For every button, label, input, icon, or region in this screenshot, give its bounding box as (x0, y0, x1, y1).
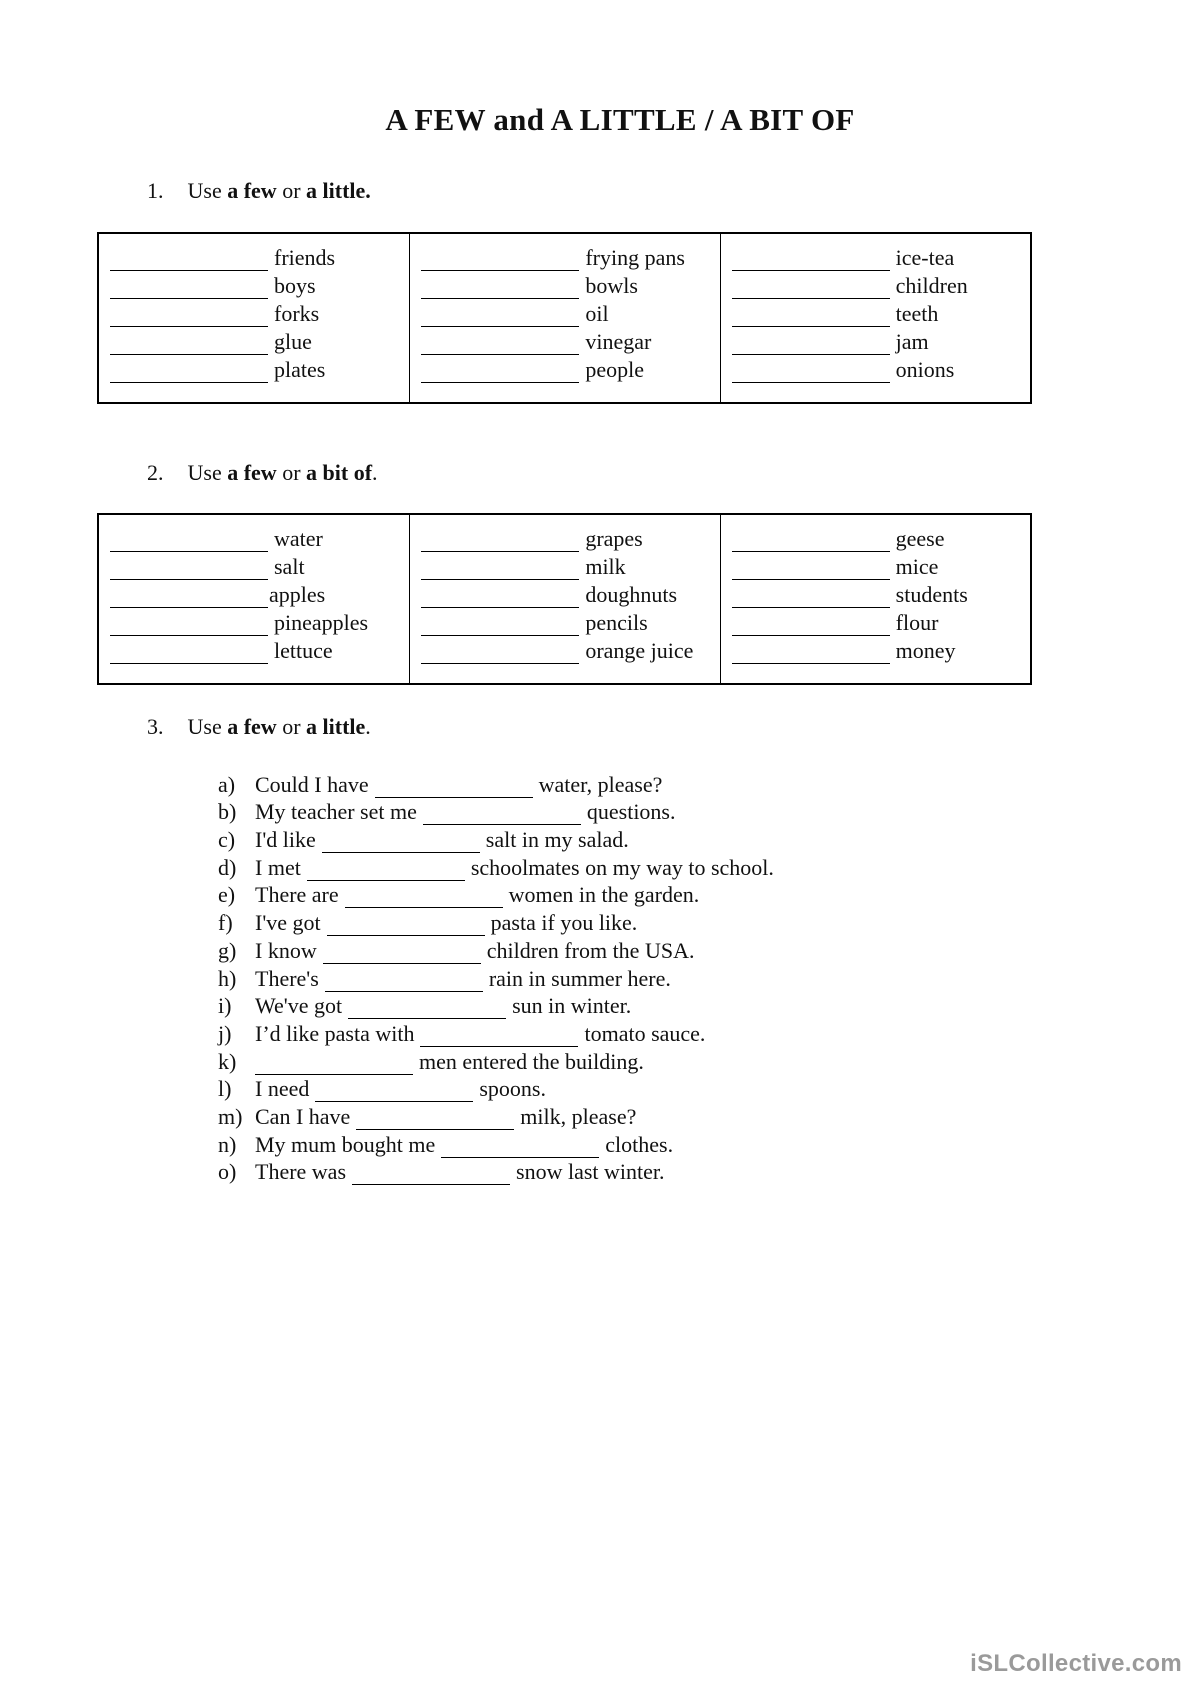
sentence-letter: a) (218, 771, 236, 797)
word-item (110, 243, 409, 271)
answer-blank[interactable] (732, 557, 890, 580)
word-item (732, 636, 1030, 664)
sentence-before: My mum bought me (255, 1131, 436, 1157)
word-item (421, 355, 719, 383)
word-label: pineapples (274, 610, 369, 635)
word-item (110, 552, 409, 580)
word-item (732, 580, 1030, 608)
answer-blank[interactable] (110, 585, 268, 608)
instruction-connector: or (282, 178, 301, 203)
answer-blank[interactable] (732, 304, 890, 327)
sentence-item (218, 798, 774, 826)
sentence-letter: g) (218, 937, 237, 963)
word-item (732, 327, 1030, 355)
sentence-item (218, 853, 774, 881)
sentence-after: snow last winter. (516, 1159, 665, 1185)
word-label: onions (895, 357, 955, 382)
sentence-before: I’d like pasta with (255, 1020, 415, 1046)
instruction-suffix: . (365, 714, 371, 739)
option-b: a bit of (306, 460, 373, 485)
answer-blank[interactable] (110, 360, 268, 383)
word-column (409, 515, 719, 683)
word-label: vinegar (585, 329, 652, 354)
word-column (720, 234, 1030, 402)
answer-blank[interactable] (421, 641, 579, 664)
instruction-prefix: Use (187, 178, 222, 203)
sentence-before: I met (255, 854, 301, 880)
answer-blank[interactable] (732, 641, 890, 664)
sentence-after: men entered the building. (419, 1048, 644, 1074)
answer-blank[interactable] (421, 332, 579, 355)
word-item (732, 608, 1030, 636)
answer-blank[interactable] (732, 276, 890, 299)
answer-blank[interactable] (327, 913, 485, 936)
option-b: a little. (306, 178, 371, 203)
sentence-before: We've got (255, 993, 343, 1019)
exercise-2-instruction (147, 460, 378, 486)
word-item (421, 271, 719, 299)
answer-blank[interactable] (732, 332, 890, 355)
word-label: frying pans (585, 245, 685, 270)
sentence-letter: m) (218, 1103, 243, 1129)
word-label: students (895, 582, 968, 607)
sentence-letter: i) (218, 993, 232, 1019)
word-item (110, 524, 409, 552)
sentence-letter: b) (218, 799, 237, 825)
word-label: mice (895, 554, 939, 579)
instruction-prefix: Use (187, 460, 222, 485)
answer-blank[interactable] (421, 304, 579, 327)
sentence-before: There are (255, 882, 339, 908)
sentence-before: I know (255, 937, 317, 963)
word-column (99, 234, 409, 402)
word-column (720, 515, 1030, 683)
word-item (110, 299, 409, 327)
word-item (421, 580, 719, 608)
word-label: forks (274, 301, 320, 326)
sentence-letter: o) (218, 1159, 237, 1185)
exercise-1-instruction (147, 178, 371, 204)
answer-blank[interactable] (345, 885, 503, 908)
word-label: ice-tea (895, 245, 955, 270)
word-label: orange juice (585, 638, 694, 663)
answer-blank[interactable] (110, 557, 268, 580)
word-label: apples (269, 582, 326, 607)
word-item (421, 636, 719, 664)
sentence-item (218, 881, 774, 909)
sentence-item (218, 1075, 774, 1103)
word-item (110, 580, 409, 608)
answer-blank[interactable] (732, 613, 890, 636)
answer-blank[interactable] (421, 529, 579, 552)
word-label: salt (274, 554, 305, 579)
sentence-letter: j) (218, 1020, 232, 1046)
sentence-after: schoolmates on my way to school. (470, 854, 774, 880)
answer-blank[interactable] (420, 1024, 578, 1047)
word-label: glue (274, 329, 312, 354)
option-a: a few (227, 178, 277, 203)
answer-blank[interactable] (732, 360, 890, 383)
answer-blank[interactable] (732, 529, 890, 552)
answer-blank[interactable] (421, 360, 579, 383)
sentence-after: women in the garden. (508, 882, 700, 908)
answer-blank[interactable] (110, 304, 268, 327)
answer-blank[interactable] (110, 641, 268, 664)
answer-blank[interactable] (348, 996, 506, 1019)
answer-blank[interactable] (421, 613, 579, 636)
word-item (421, 552, 719, 580)
answer-blank[interactable] (315, 1079, 473, 1102)
answer-blank[interactable] (421, 248, 579, 271)
sentence-after: water, please? (538, 771, 663, 797)
sentence-before: Can I have (255, 1103, 351, 1129)
option-b: a little (306, 714, 366, 739)
word-label: plates (274, 357, 326, 382)
answer-blank[interactable] (732, 248, 890, 271)
sentence-item (218, 964, 774, 992)
word-label: lettuce (274, 638, 333, 663)
answer-blank[interactable] (325, 969, 483, 992)
sentence-item (218, 1019, 774, 1047)
sentence-letter: c) (218, 827, 236, 853)
answer-blank[interactable] (110, 529, 268, 552)
answer-blank[interactable] (732, 585, 890, 608)
sentence-before: I'd like (255, 827, 316, 853)
sentence-item (218, 908, 774, 936)
sentence-before: There was (255, 1159, 347, 1185)
word-item (421, 608, 719, 636)
answer-blank[interactable] (356, 1107, 514, 1130)
word-label: milk (585, 554, 626, 579)
word-item (732, 299, 1030, 327)
word-item (732, 355, 1030, 383)
word-label: grapes (585, 526, 643, 551)
sentence-item (218, 1047, 774, 1075)
sentence-item (218, 992, 774, 1020)
answer-blank[interactable] (110, 332, 268, 355)
sentence-letter: h) (218, 965, 237, 991)
sentence-letter: d) (218, 854, 237, 880)
word-label: people (585, 357, 644, 382)
answer-blank[interactable] (375, 775, 533, 798)
sentence-before: Could I have (255, 771, 369, 797)
word-item (110, 636, 409, 664)
sentence-after: tomato sauce. (584, 1020, 706, 1046)
word-label: bowls (585, 273, 638, 298)
answer-blank[interactable] (322, 830, 480, 853)
exercise-number: 3. (147, 714, 164, 739)
word-label: teeth (895, 301, 939, 326)
option-a: a few (227, 714, 277, 739)
word-label: oil (585, 301, 609, 326)
instruction-connector: or (282, 460, 301, 485)
exercise-1-table (97, 232, 1032, 404)
word-label: pencils (585, 610, 648, 635)
exercise-number: 1. (147, 178, 164, 203)
sentence-item (218, 1130, 774, 1158)
sentence-letter: l) (218, 1076, 232, 1102)
sentence-after: sun in winter. (512, 993, 632, 1019)
answer-blank[interactable] (421, 585, 579, 608)
exercise-3-sentence-list (218, 770, 774, 1185)
worksheet-title: A FEW and A LITTLE / A BIT OF (385, 102, 855, 137)
answer-blank[interactable] (421, 276, 579, 299)
sentence-item (218, 825, 774, 853)
word-label: friends (274, 245, 336, 270)
word-item (732, 243, 1030, 271)
sentence-letter: k) (218, 1048, 237, 1074)
word-label: water (274, 526, 323, 551)
sentence-letter: e) (218, 882, 236, 908)
answer-blank[interactable] (110, 613, 268, 636)
word-label: flour (895, 610, 939, 635)
sentence-before: My teacher set me (255, 799, 417, 825)
sentence-after: children from the USA. (486, 937, 695, 963)
word-label: geese (895, 526, 945, 551)
word-item (421, 327, 719, 355)
word-item (732, 552, 1030, 580)
word-item (110, 608, 409, 636)
sentence-item (218, 936, 774, 964)
word-column (99, 515, 409, 683)
sentence-before: There's (255, 965, 319, 991)
instruction-suffix: . (372, 460, 378, 485)
site-watermark: iSLCollective.com (970, 1650, 1182, 1677)
answer-blank[interactable] (352, 1162, 510, 1185)
word-label: jam (895, 329, 929, 354)
word-item (421, 524, 719, 552)
answer-blank[interactable] (110, 276, 268, 299)
word-item (732, 271, 1030, 299)
word-item (110, 271, 409, 299)
sentence-before: I've got (255, 910, 321, 936)
sentence-item (218, 1102, 774, 1130)
word-label: children (895, 273, 968, 298)
sentence-after: rain in summer here. (488, 965, 671, 991)
sentence-after: clothes. (605, 1131, 674, 1157)
word-item (110, 327, 409, 355)
instruction-connector: or (282, 714, 301, 739)
instruction-prefix: Use (187, 714, 222, 739)
answer-blank[interactable] (423, 802, 581, 825)
answer-blank[interactable] (323, 941, 481, 964)
sentence-after: spoons. (479, 1076, 546, 1102)
exercise-3-instruction (147, 714, 371, 740)
sentence-after: milk, please? (520, 1103, 637, 1129)
word-item (732, 524, 1030, 552)
sentence-after: questions. (586, 799, 676, 825)
sentence-item (218, 1158, 774, 1186)
sentence-after: pasta if you like. (490, 910, 638, 936)
answer-blank[interactable] (307, 858, 465, 881)
word-item (110, 355, 409, 383)
answer-blank[interactable] (255, 1052, 413, 1075)
word-item (421, 299, 719, 327)
word-column (409, 234, 719, 402)
answer-blank[interactable] (110, 248, 268, 271)
exercise-number: 2. (147, 460, 164, 485)
answer-blank[interactable] (421, 557, 579, 580)
sentence-before: I need (255, 1076, 310, 1102)
word-label: boys (274, 273, 316, 298)
word-label: doughnuts (585, 582, 678, 607)
word-item (421, 243, 719, 271)
exercise-2-table (97, 513, 1032, 685)
word-label: money (895, 638, 956, 663)
sentence-item (218, 770, 774, 798)
sentence-letter: n) (218, 1131, 237, 1157)
sentence-letter: f) (218, 910, 233, 936)
sentence-after: salt in my salad. (485, 827, 629, 853)
option-a: a few (227, 460, 277, 485)
answer-blank[interactable] (441, 1135, 599, 1158)
